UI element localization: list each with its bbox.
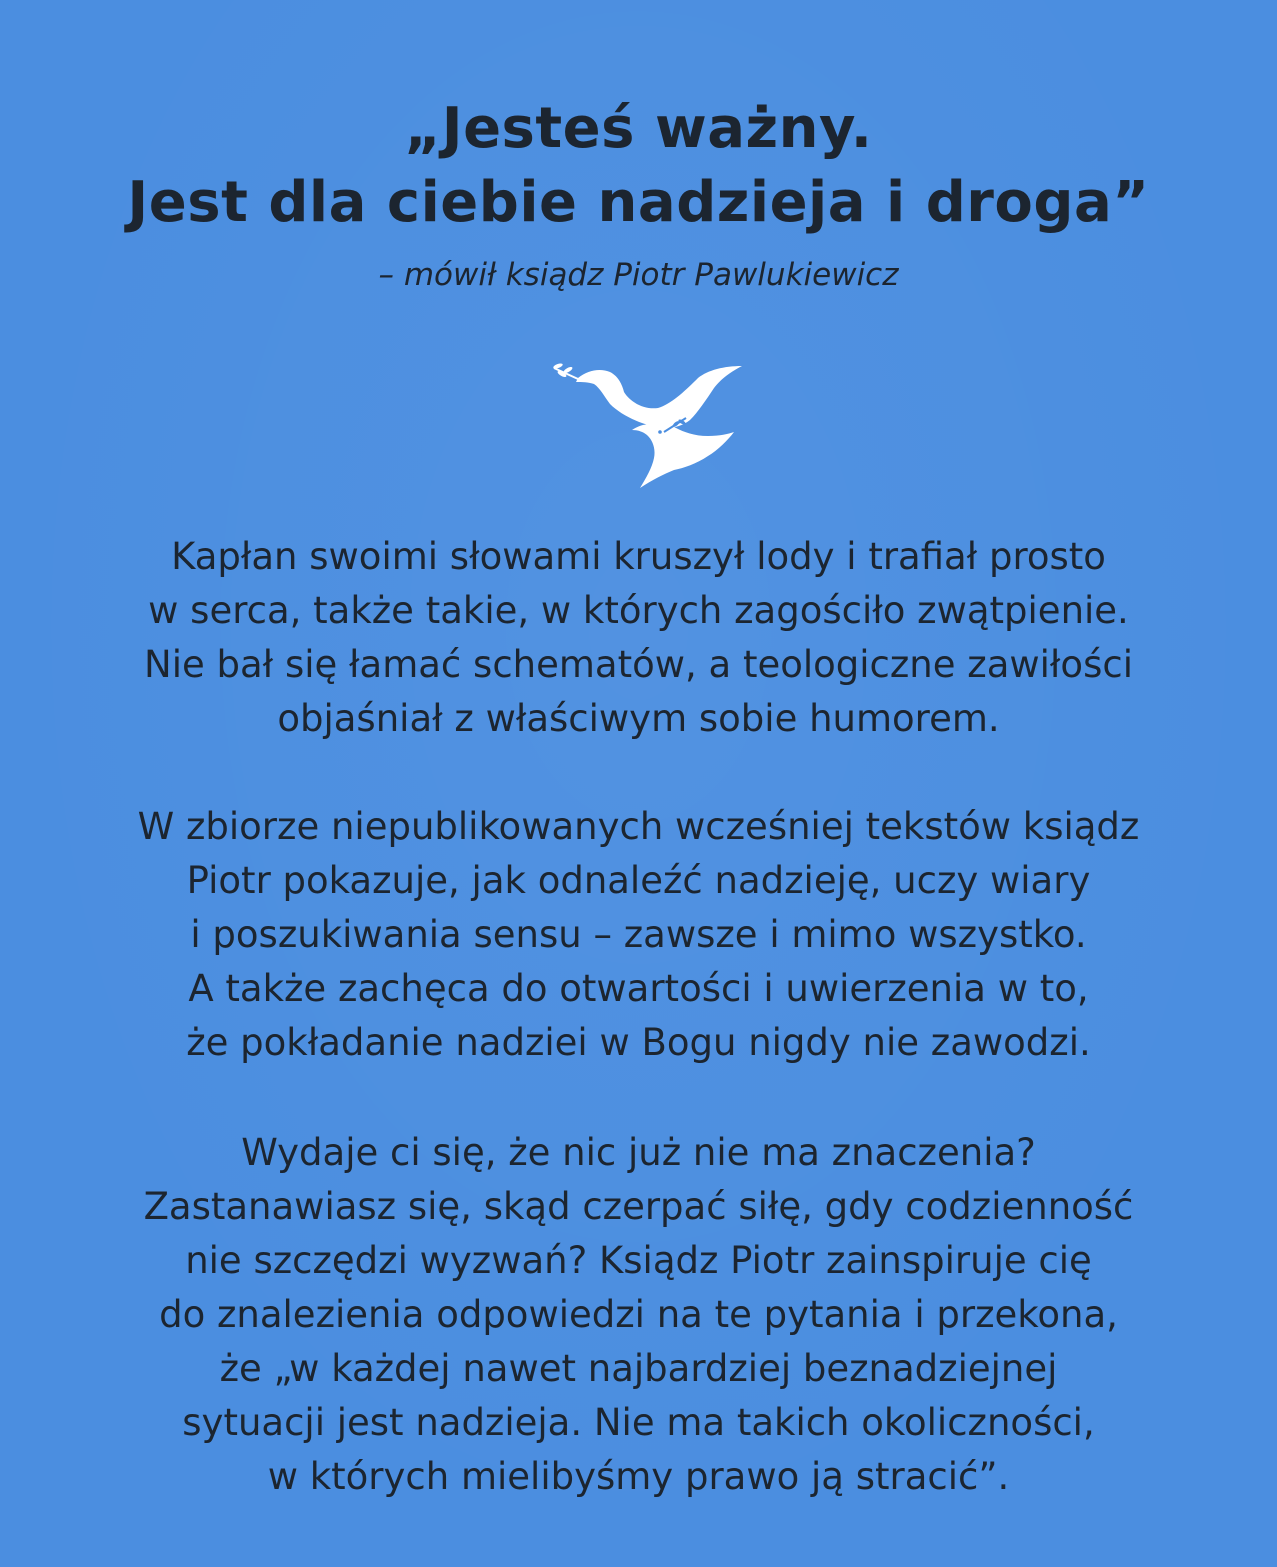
- paragraph-line: Piotr pokazuje, jak odnaleźć nadzieję, uczy wiary: [186, 859, 1091, 902]
- heading-line-1: „Jesteś ważny.: [404, 96, 873, 161]
- attribution: – mówił ksiądz Piotr Pawlukiewicz: [378, 257, 899, 293]
- paragraph-line: W zbiorze niepublikowanych wcześniej tekstów ksiądz: [137, 805, 1140, 848]
- paragraph-line: do znalezienia odpowiedzi na te pytania i przekona,: [159, 1293, 1118, 1336]
- paragraph-line: Kapłan swoimi słowami kruszył lody i trafiał prosto: [171, 535, 1106, 578]
- paragraph-line: w serca, także takie, w których zagościło zwątpienie.: [148, 589, 1129, 632]
- paragraph-line: nie szczędzi wyzwań? Ksiądz Piotr zainspiruje cię: [185, 1239, 1092, 1282]
- paragraph-2: [0, 800, 1277, 1070]
- paragraph-1: [0, 530, 1277, 746]
- paragraph-line: A także zachęca do otwartości i uwierzenia w to,: [188, 967, 1089, 1010]
- paragraph-line: i poszukiwania sensu – zawsze i mimo wszystko.: [190, 913, 1087, 956]
- paragraph-line: że „w każdej nawet najbardziej beznadziejnej: [219, 1347, 1058, 1390]
- paragraph-line: objaśniał z właściwym sobie humorem.: [277, 697, 1000, 740]
- paragraph-line: Zastanawiasz się, skąd czerpać siłę, gdy codzienność: [143, 1185, 1134, 1228]
- paragraph-3: [0, 1126, 1277, 1504]
- paragraph-line: Nie bał się łamać schematów, a teologiczne zawiłości: [144, 643, 1133, 686]
- paragraph-line: sytuacji jest nadzieja. Nie ma takich okoliczności,: [182, 1401, 1095, 1444]
- paragraph-line: że pokładanie nadziei w Bogu nigdy nie zawodzi.: [186, 1021, 1091, 1064]
- paragraph-line: w których mielibyśmy prawo ją stracić”.: [267, 1455, 1010, 1498]
- doves-with-olive-branches-icon: [548, 352, 748, 492]
- lower-dove-icon: [632, 423, 734, 488]
- heading-quote: [0, 92, 1277, 240]
- upper-dove-icon: [576, 366, 742, 428]
- paragraph-line: Wydaje ci się, że nic już nie ma znaczenia?: [241, 1131, 1036, 1174]
- heading-line-2: Jest dla ciebie nadzieja i droga”: [127, 170, 1150, 235]
